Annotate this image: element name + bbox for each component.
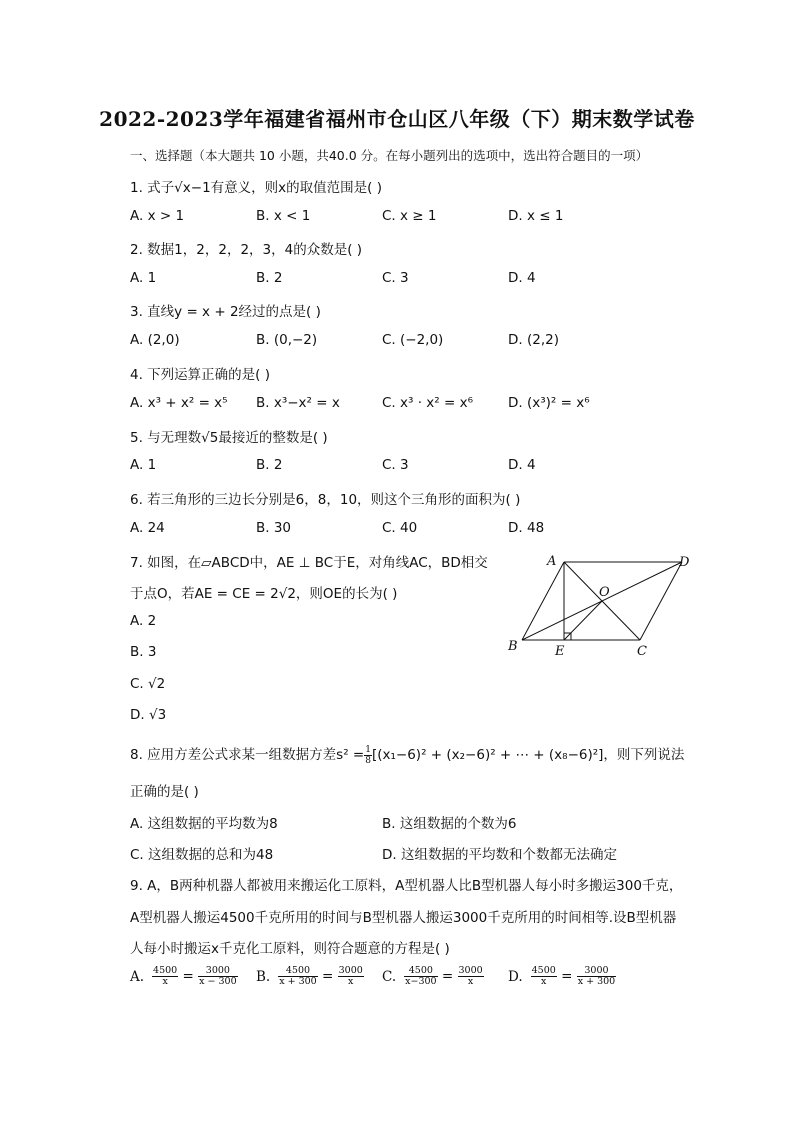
q9-b-n2: 3000: [338, 965, 363, 976]
q3-option-b[interactable]: B. (0,−2): [256, 332, 318, 348]
q2-option-d[interactable]: D. 4: [508, 270, 536, 286]
q9-d-frac-1: [531, 966, 557, 987]
q9-option-a[interactable]: A. $\frac{4500}{x}$ = $\frac{3000}{x - 300}$: [130, 965, 237, 987]
question-9-stem-line3: 人每小时搬运x千克化工原料，则符合题意的方程是( ): [130, 941, 450, 957]
q8-option-c[interactable]: C. 这组数据的总和为48: [130, 847, 274, 863]
q9-option-b[interactable]: B. $\frac{4500}{x + 300}$ = $\frac{3000}{x}$: [256, 965, 363, 987]
label-e: E: [555, 644, 565, 659]
edge-cd: [640, 562, 682, 640]
label-o: O: [599, 585, 610, 600]
q9-b-frac-1: [278, 966, 318, 987]
q9-b-d2: x: [348, 976, 354, 987]
q3-option-a[interactable]: A. (2,0): [130, 332, 180, 348]
q5-option-a[interactable]: A. 1: [130, 457, 157, 473]
q6-option-d[interactable]: D. 48: [508, 520, 545, 536]
section-heading: 一、选择题（本大题共 10 小题，共40.0 分。在每小题列出的选项中，选出符合题目的一项）: [130, 148, 649, 163]
question-8-stem-line2: 正确的是( ): [130, 784, 199, 800]
q8-stem-suffix: [(x₁−6)² + (x₂−6)² + ⋯ + (x₈−6)²]，则下列说法: [371, 747, 685, 763]
q5-option-d[interactable]: D. 4: [508, 457, 536, 473]
q1-option-a[interactable]: A. x > 1: [130, 208, 185, 224]
q9-b-n1: 4500: [278, 966, 318, 977]
q9-option-c[interactable]: C. $\frac{4500}{x-300}$ = $\frac{3000}{x}$: [382, 965, 483, 987]
q6-option-a[interactable]: A. 24: [130, 520, 165, 536]
q9-b-frac-2: [338, 966, 364, 987]
q9-option-d[interactable]: D. $\frac{4500}{x}$ = $\frac{3000}{x + 300}$: [508, 965, 616, 987]
q6-option-c[interactable]: C. 40: [382, 520, 418, 536]
parallelogram-figure: [500, 548, 700, 660]
q3-option-c[interactable]: C. (−2,0): [382, 332, 444, 348]
q6-option-b[interactable]: B. 30: [256, 520, 292, 536]
q9-c-d1: x−300: [405, 976, 437, 987]
question-4-stem: 4. 下列运算正确的是( ): [130, 367, 270, 383]
exam-title: 2022-2023学年福建省福州市仓山区八年级（下）期末数学试卷: [99, 107, 695, 131]
q9-b-d1: x + 300: [279, 976, 317, 987]
q9-a-d1: x: [162, 976, 168, 987]
q9-c-n2: 3000: [458, 965, 483, 976]
q8-frac-num: 1: [365, 744, 371, 755]
label-b: B: [508, 639, 518, 654]
q9-option-a-label: A.: [130, 968, 145, 985]
q9-option-c-label: C.: [382, 968, 397, 985]
q9-d-n2: 3000: [577, 966, 617, 977]
q8-option-a[interactable]: A. 这组数据的平均数为8: [130, 816, 278, 832]
question-6-stem: 6. 若三角形的三边长分别是6，8，10，则这个三角形的面积为( ): [130, 492, 521, 508]
q9-c-d2: x: [467, 976, 474, 987]
q1-option-b[interactable]: B. x < 1: [256, 208, 311, 224]
q8-option-d[interactable]: D. 这组数据的平均数和个数都无法确定: [382, 847, 617, 863]
q8-fraction: [364, 745, 372, 766]
q2-option-b[interactable]: B. 2: [256, 270, 283, 286]
q2-option-a[interactable]: A. 1: [130, 270, 157, 286]
q4-option-d[interactable]: D. (x³)² = x⁶: [508, 395, 590, 411]
question-2-stem: 2. 数据1，2，2，2，3，4的众数是( ): [130, 242, 363, 258]
label-d: D: [679, 555, 690, 570]
label-c: C: [637, 644, 647, 659]
q9-d-d1: x: [541, 976, 547, 987]
q9-d-d2: x + 300: [577, 976, 616, 987]
q7-option-b[interactable]: B. 3: [130, 644, 157, 660]
q9-d-n1: 4500: [531, 965, 556, 976]
q9-d-frac-2: [577, 966, 617, 987]
q4-option-c[interactable]: C. x³ · x² = x⁶: [382, 395, 473, 411]
q9-a-frac-1: [152, 966, 178, 987]
question-9-stem-line2: A型机器人搬运4500千克所用的时间与B型机器人搬运3000千克所用的时间相等.设B型机器: [130, 910, 677, 926]
q3-option-d[interactable]: D. (2,2): [508, 332, 559, 348]
label-a: A: [547, 554, 557, 569]
q7-option-d[interactable]: D. √3: [130, 707, 167, 723]
question-1-stem: 1. 式子√x−1有意义，则x的取值范围是( ): [130, 180, 382, 196]
q9-c-frac-2: [458, 966, 484, 987]
q9-a-n1: 4500: [153, 965, 178, 976]
q5-option-b[interactable]: B. 2: [256, 457, 283, 473]
q9-option-b-label: B.: [256, 968, 271, 985]
q8-stem-prefix: 8. 应用方差公式求某一组数据方差s² =: [130, 747, 365, 763]
question-8-stem-line1: [130, 743, 684, 766]
question-7-stem-line1: 7. 如图，在▱ABCD中，AE ⊥ BC于E，对角线AC，BD相交: [130, 555, 488, 571]
q8-frac-den: 8: [365, 755, 371, 766]
q4-option-b[interactable]: B. x³−x² = x: [256, 395, 340, 411]
q9-a-n2: 3000: [198, 966, 238, 977]
q7-option-c[interactable]: C. √2: [130, 676, 166, 692]
question-9-stem-line1: 9. A，B两种机器人都被用来搬运化工原料，A型机器人比B型机器人每小时多搬运300千克，: [130, 878, 683, 894]
q9-c-n1: 4500: [404, 966, 437, 977]
question-3-stem: 3. 直线y = x + 2经过的点是( ): [130, 304, 321, 320]
q9-c-frac-1: [404, 966, 437, 987]
q5-option-c[interactable]: C. 3: [382, 457, 409, 473]
q4-option-a[interactable]: A. x³ + x² = x⁵: [130, 395, 228, 411]
question-5-stem: 5. 与无理数√5最接近的整数是( ): [130, 430, 328, 446]
q7-option-a[interactable]: A. 2: [130, 613, 157, 629]
question-7-stem-line2: 于点O，若AE = CE = 2√2，则OE的长为( ): [130, 586, 398, 602]
segment-oe: [564, 601, 602, 640]
q9-a-frac-2: [198, 966, 238, 987]
q2-option-c[interactable]: C. 3: [382, 270, 409, 286]
q9-a-d2: x − 300: [199, 976, 237, 987]
edge-ab: [522, 562, 564, 640]
q1-option-c[interactable]: C. x ≥ 1: [382, 208, 437, 224]
q9-option-d-label: D.: [508, 968, 523, 985]
q8-option-b[interactable]: B. 这组数据的个数为6: [382, 816, 517, 832]
q1-option-d[interactable]: D. x ≤ 1: [508, 208, 564, 224]
